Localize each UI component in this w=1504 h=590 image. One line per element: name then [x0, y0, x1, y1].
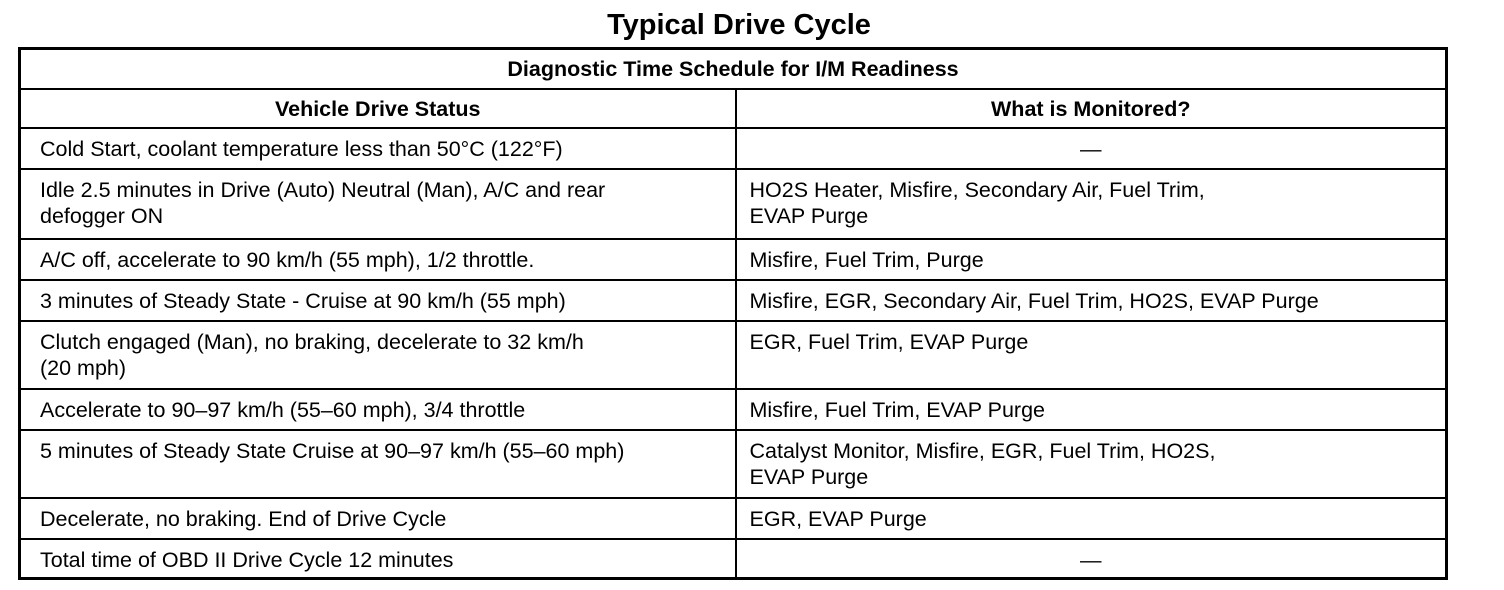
drive-status-text: Cold Start, coolant temperature less than 50°C (122°F) [40, 137, 563, 161]
monitored-cell [736, 430, 1447, 498]
monitored-text: EGR, EVAP Purge [749, 507, 927, 531]
monitored-cell [736, 539, 1447, 578]
table-row [20, 389, 1447, 430]
drive-status-text: 3 minutes of Steady State - Cruise at 90 km/h (55 mph) [40, 289, 566, 313]
drive-status-text: defogger ON [40, 204, 164, 228]
monitored-text: EVAP Purge [749, 204, 869, 228]
table-header-row [20, 89, 1447, 128]
drive-status-text: Accelerate to 90–97 km/h (55–60 mph), 3/4 throttle [40, 398, 526, 422]
drive-status-cell [20, 430, 736, 498]
drive-status-text: Idle 2.5 minutes in Drive (Auto) Neutral (Man), A/C and rear [40, 178, 606, 202]
monitored-cell [736, 169, 1447, 239]
drive-status-cell [20, 321, 736, 389]
column-header-status: Vehicle Drive Status [20, 89, 736, 128]
monitored-text: Catalyst Monitor, Misfire, EGR, Fuel Trim, HO2S, [749, 439, 1216, 463]
table-row [20, 239, 1447, 280]
monitored-cell [736, 239, 1447, 280]
table-row [20, 169, 1447, 239]
drive-status-text: A/C off, accelerate to 90 km/h (55 mph), 1/2 throttle. [40, 248, 535, 272]
monitored-text: Misfire, EGR, Secondary Air, Fuel Trim, HO2S, EVAP Purge [749, 289, 1319, 313]
table-caption-row [20, 49, 1447, 90]
table-row [20, 280, 1447, 321]
table-row [20, 498, 1447, 539]
drive-cycle-table [18, 47, 1448, 580]
drive-status-text: Total time of OBD II Drive Cycle 12 minutes [40, 548, 454, 572]
monitored-text: — [1080, 548, 1102, 572]
monitored-text: HO2S Heater, Misfire, Secondary Air, Fuel Trim, [749, 178, 1205, 202]
drive-status-cell [20, 128, 736, 169]
drive-status-text: (20 mph) [40, 356, 127, 380]
drive-status-text: Decelerate, no braking. End of Drive Cycle [40, 507, 447, 531]
monitored-text: Misfire, Fuel Trim, Purge [749, 248, 984, 272]
drive-status-cell [20, 239, 736, 280]
monitored-cell [736, 321, 1447, 389]
monitored-text: — [1080, 137, 1102, 161]
monitored-cell [736, 280, 1447, 321]
table-row [20, 539, 1447, 578]
drive-status-cell [20, 498, 736, 539]
monitored-cell [736, 128, 1447, 169]
column-header-monitored: What is Monitored? [736, 89, 1447, 128]
table-caption: Diagnostic Time Schedule for I/M Readiness [20, 49, 1447, 90]
table-row [20, 321, 1447, 389]
drive-status-cell [20, 169, 736, 239]
monitored-text: EVAP Purge [749, 465, 869, 489]
table-row [20, 430, 1447, 498]
drive-status-text: Clutch engaged (Man), no braking, decelerate to 32 km/h [40, 330, 584, 354]
drive-status-cell [20, 280, 736, 321]
monitored-text: Misfire, Fuel Trim, EVAP Purge [749, 398, 1046, 422]
table-row [20, 128, 1447, 169]
monitored-cell [736, 498, 1447, 539]
drive-status-cell [20, 389, 736, 430]
monitored-cell [736, 389, 1447, 430]
table-body [20, 128, 1447, 578]
monitored-text: EGR, Fuel Trim, EVAP Purge [749, 330, 1029, 354]
page-title: Typical Drive Cycle [607, 9, 871, 41]
drive-status-text: 5 minutes of Steady State Cruise at 90–97 km/h (55–60 mph) [40, 439, 625, 463]
drive-status-cell [20, 539, 736, 578]
